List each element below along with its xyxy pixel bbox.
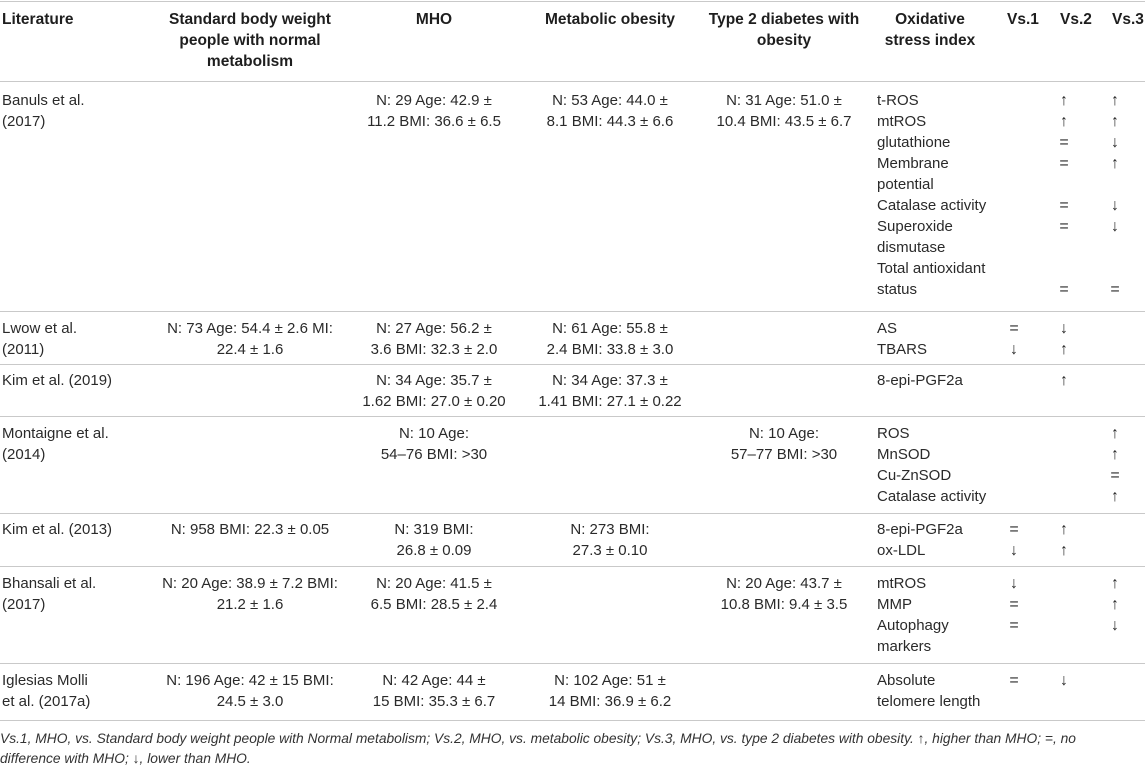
cell-text: Autophagy <box>877 617 949 634</box>
standard-cell <box>130 519 370 540</box>
type2-diabetes-cell <box>696 90 872 132</box>
vs1-equal-sign: = <box>1009 672 1019 689</box>
cell-text: 3.6 BMI: 32.3 ± 2.0 <box>370 341 498 358</box>
cell-text: N: 53 Age: 44.0 ± <box>552 92 668 109</box>
vs3-up-arrow-icon: ↑ <box>1111 425 1119 442</box>
vs2-equal-sign: = <box>1059 218 1069 235</box>
vs3-up-arrow-icon: ↑ <box>1111 596 1119 613</box>
cell-text: 15 BMI: 35.3 ± 6.7 <box>372 693 496 710</box>
cell-text: Bhansali et al. <box>2 575 97 592</box>
literature-cell <box>2 318 130 360</box>
vs3-down-arrow-icon: ↓ <box>1111 197 1119 214</box>
vs2-equal-sign: = <box>1059 134 1069 151</box>
cell-text: N: 34 Age: 37.3 ± <box>552 372 668 389</box>
cell-text: mtROS <box>877 113 927 130</box>
literature-cell <box>2 423 130 465</box>
cell-text: N: 20 Age: 41.5 ± <box>376 575 492 592</box>
metabolic-obesity-cell <box>527 670 693 712</box>
cell-text: 8-epi-PGF2a <box>877 372 963 389</box>
cell-text: 11.2 BMI: 36.6 ± 6.5 <box>367 113 501 130</box>
vs3-equal-sign: = <box>1110 281 1120 298</box>
cell-text: ox-LDL <box>877 542 926 559</box>
cell-text: N: 20 Age: 38.9 ± 7.2 BMI: <box>162 575 338 592</box>
vs3-equal-sign: = <box>1110 467 1120 484</box>
oxidative-index-cell <box>877 370 997 391</box>
cell-text: 1.62 BMI: 27.0 ± 0.20 <box>362 393 506 410</box>
vs1-equal-sign: = <box>1009 596 1019 613</box>
metabolic-obesity-cell <box>527 90 693 132</box>
header-vs3: Vs.3 <box>1112 11 1144 28</box>
literature-cell <box>2 573 130 615</box>
metabolic-obesity-cell <box>527 318 693 360</box>
cell-text: (2017) <box>2 596 46 613</box>
cell-text: 6.5 BMI: 28.5 ± 2.4 <box>370 596 498 613</box>
vs2-up-arrow-icon: ↑ <box>1060 372 1068 389</box>
type2-diabetes-cell <box>696 423 872 465</box>
vs1-down-arrow-icon: ↓ <box>1010 575 1018 592</box>
cell-text: 10.4 BMI: 43.5 ± 6.7 <box>716 113 852 130</box>
row-divider <box>0 416 1145 417</box>
cell-text: 24.5 ± 3.0 <box>216 693 284 710</box>
vs3-down-arrow-icon: ↓ <box>1111 218 1119 235</box>
vs2-up-arrow-icon: ↑ <box>1060 542 1068 559</box>
vs3-up-arrow-icon: ↑ <box>1111 113 1119 130</box>
cell-text: TBARS <box>877 341 928 358</box>
cell-text: Catalase activity <box>877 488 987 505</box>
mho-cell <box>354 573 514 615</box>
cell-text: Absolute <box>877 672 936 689</box>
cell-text: N: 10 Age: <box>748 425 820 442</box>
metabolic-obesity-cell <box>527 519 693 561</box>
oxidative-index-cell <box>877 573 997 657</box>
vs1-down-arrow-icon: ↓ <box>1010 341 1018 358</box>
cell-text: Montaigne et al. <box>2 425 109 442</box>
cell-text: N: 20 Age: 43.7 ± <box>726 575 842 592</box>
cell-text: ROS <box>877 425 910 442</box>
vs2-equal-sign: = <box>1059 281 1069 298</box>
vs2-up-arrow-icon: ↑ <box>1060 521 1068 538</box>
row-divider <box>0 566 1145 567</box>
cell-text: 21.2 ± 1.6 <box>216 596 284 613</box>
oxidative-index-cell <box>877 90 997 300</box>
standard-cell <box>130 318 370 360</box>
standard-cell <box>130 573 370 615</box>
vs3-up-arrow-icon: ↑ <box>1111 488 1119 505</box>
vs2-equal-sign: = <box>1059 197 1069 214</box>
cell-text: Cu-ZnSOD <box>877 467 952 484</box>
cell-text: N: 196 Age: 42 ± 15 BMI: <box>166 672 334 689</box>
oxidative-index-cell <box>877 318 997 360</box>
cell-text: Kim et al. (2013) <box>2 521 113 538</box>
cell-text: MnSOD <box>877 446 931 463</box>
cell-text: telomere length <box>877 693 981 710</box>
row-divider <box>0 513 1145 514</box>
header-type2-diabetes: Type 2 diabetes with obesity <box>708 11 860 49</box>
vs3-down-arrow-icon: ↓ <box>1111 134 1119 151</box>
vs3-up-arrow-icon: ↑ <box>1111 92 1119 109</box>
cell-text: 22.4 ± 1.6 <box>216 341 284 358</box>
cell-text: N: 31 Age: 51.0 ± <box>726 92 842 109</box>
oxidative-index-cell <box>877 670 997 712</box>
cell-text: N: 273 BMI: <box>570 521 650 538</box>
row-divider <box>0 364 1145 365</box>
header-standard-body-weight: Standard body weight people with normal metabolism <box>169 11 331 70</box>
cell-text: N: 958 BMI: 22.3 ± 0.05 <box>170 521 330 538</box>
literature-cell <box>2 370 130 391</box>
cell-text: (2014) <box>2 446 46 463</box>
cell-text: status <box>877 281 918 298</box>
oxidative-index-cell <box>877 519 997 561</box>
cell-text: 27.3 ± 0.10 <box>572 542 648 559</box>
cell-text: Superoxide <box>877 218 953 235</box>
cell-text: (2011) <box>2 341 45 358</box>
literature-cell <box>2 519 130 540</box>
header-bottom-rule <box>0 81 1145 82</box>
metabolic-obesity-cell <box>527 370 693 412</box>
mho-cell <box>354 670 514 712</box>
vs3-down-arrow-icon: ↓ <box>1111 617 1119 634</box>
cell-text: dismutase <box>877 239 946 256</box>
vs3-up-arrow-icon: ↑ <box>1111 446 1119 463</box>
table-footnote: Vs.1, MHO, vs. Standard body weight people with Normal metabolism; Vs.2, MHO, vs. metabolic obesity; Vs.3, MHO, vs. type 2 diabetes with obesity. ↑, higher than MHO; =, no difference with MHO; ↓, lower than MHO. <box>0 731 1076 766</box>
cell-text: N: 61 Age: 55.8 ± <box>552 320 668 337</box>
cell-text: N: 42 Age: 44 ± <box>382 672 486 689</box>
standard-cell <box>130 670 370 712</box>
oxidative-index-cell <box>877 423 997 507</box>
cell-text: 8.1 BMI: 44.3 ± 6.6 <box>546 113 674 130</box>
cell-text: Catalase activity <box>877 197 987 214</box>
cell-text: 57–77 BMI: >30 <box>730 446 838 463</box>
table-top-rule <box>0 1 1145 2</box>
cell-text: Banuls et al. <box>2 92 85 109</box>
cell-text: MMP <box>877 596 912 613</box>
header-oxidative-stress-index: Oxidative stress index <box>884 11 976 49</box>
cell-text: 2.4 BMI: 33.8 ± 3.0 <box>546 341 674 358</box>
cell-text: N: 102 Age: 51 ± <box>554 672 666 689</box>
cell-text: 10.8 BMI: 9.4 ± 3.5 <box>720 596 848 613</box>
mho-cell <box>354 370 514 412</box>
cell-text: Membrane <box>877 155 949 172</box>
literature-cell <box>2 670 130 712</box>
vs2-down-arrow-icon: ↓ <box>1060 320 1068 337</box>
vs2-up-arrow-icon: ↑ <box>1060 113 1068 130</box>
cell-text: 1.41 BMI: 27.1 ± 0.22 <box>538 393 682 410</box>
header-mho: MHO <box>415 11 453 28</box>
mho-cell <box>354 318 514 360</box>
header-vs2: Vs.2 <box>1060 11 1092 28</box>
vs1-equal-sign: = <box>1009 521 1019 538</box>
header-vs1: Vs.1 <box>1007 11 1039 28</box>
cell-text: N: 10 Age: <box>398 425 470 442</box>
literature-cell <box>2 90 130 132</box>
vs2-down-arrow-icon: ↓ <box>1060 672 1068 689</box>
cell-text: N: 29 Age: 42.9 ± <box>376 92 492 109</box>
cell-text: et al. (2017a) <box>2 693 91 710</box>
cell-text: N: 73 Age: 54.4 ± 2.6 MI: <box>167 320 333 337</box>
vs1-equal-sign: = <box>1009 617 1019 634</box>
header-literature: Literature <box>2 11 74 28</box>
cell-text: (2017) <box>2 113 46 130</box>
mho-cell <box>354 90 514 132</box>
cell-text: Lwow et al. <box>2 320 78 337</box>
cell-text: 14 BMI: 36.9 ± 6.2 <box>548 693 672 710</box>
cell-text: glutathione <box>877 134 951 151</box>
type2-diabetes-cell <box>696 573 872 615</box>
cell-text: N: 34 Age: 35.7 ± <box>376 372 492 389</box>
cell-text: AS <box>877 320 898 337</box>
cell-text: mtROS <box>877 575 927 592</box>
mho-cell <box>354 423 514 465</box>
row-divider <box>0 311 1145 312</box>
cell-text: Iglesias Molli <box>2 672 88 689</box>
vs1-down-arrow-icon: ↓ <box>1010 542 1018 559</box>
table-bottom-rule <box>0 720 1145 721</box>
vs3-up-arrow-icon: ↑ <box>1111 155 1119 172</box>
vs2-up-arrow-icon: ↑ <box>1060 92 1068 109</box>
cell-text: markers <box>877 638 932 655</box>
vs2-equal-sign: = <box>1059 155 1069 172</box>
cell-text: 54–76 BMI: >30 <box>380 446 488 463</box>
vs1-equal-sign: = <box>1009 320 1019 337</box>
vs3-up-arrow-icon: ↑ <box>1111 575 1119 592</box>
cell-text: Total antioxidant <box>877 260 986 277</box>
cell-text: N: 27 Age: 56.2 ± <box>376 320 492 337</box>
row-divider <box>0 663 1145 664</box>
vs2-up-arrow-icon: ↑ <box>1060 341 1068 358</box>
cell-text: potential <box>877 176 934 193</box>
cell-text: Kim et al. (2019) <box>2 372 113 389</box>
cell-text: t-ROS <box>877 92 919 109</box>
cell-text: N: 319 BMI: <box>394 521 474 538</box>
mho-cell <box>354 519 514 561</box>
cell-text: 26.8 ± 0.09 <box>396 542 472 559</box>
cell-text: 8-epi-PGF2a <box>877 521 963 538</box>
header-metabolic-obesity: Metabolic obesity <box>544 11 676 28</box>
